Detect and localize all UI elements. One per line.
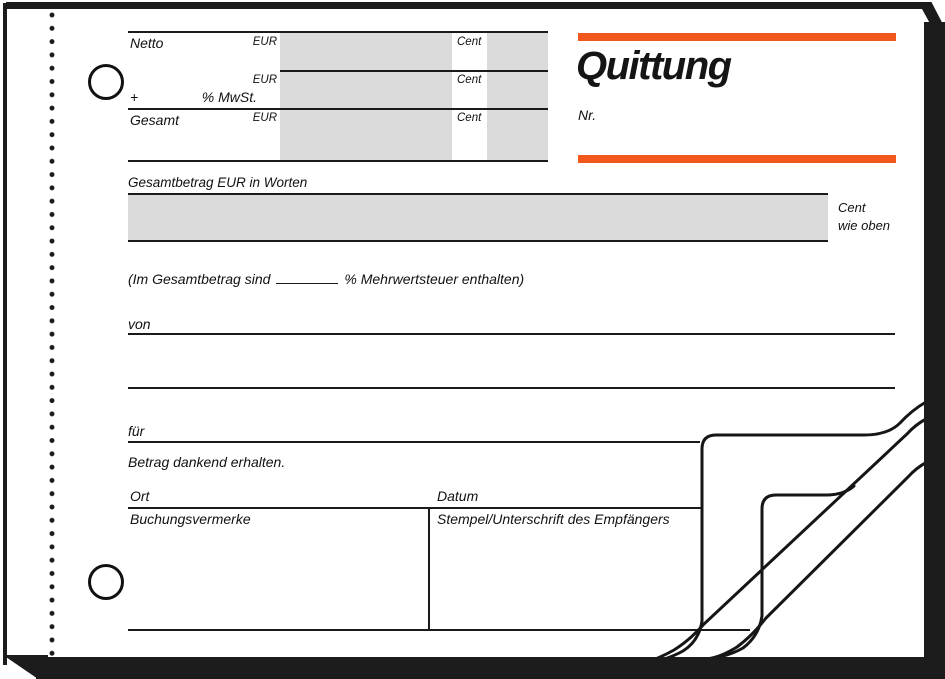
stamp-label: Stempel/Unterschrift des Empfängers — [437, 511, 670, 527]
amount-table-top-line — [128, 31, 548, 33]
fuer-field[interactable] — [160, 418, 700, 440]
vat-rate-blank-field[interactable] — [276, 270, 338, 284]
booking-box-divider — [428, 508, 430, 630]
frame-top-edge — [6, 2, 926, 9]
eur-label-row2: EUR — [252, 74, 277, 86]
eur-label-row3: EUR — [252, 112, 277, 124]
cent-note-line2: wie oben — [838, 218, 891, 233]
datum-label: Datum — [437, 488, 479, 504]
frame-right-edge — [924, 22, 945, 679]
eur-label-row1: EUR — [252, 36, 277, 48]
mwst-cent-field[interactable] — [487, 71, 548, 109]
von-field[interactable] — [160, 310, 890, 332]
cent-label-row2: Cent — [457, 74, 482, 86]
punch-hole-bottom — [88, 564, 124, 600]
von-line — [128, 333, 895, 335]
booking-label: Buchungsvermerke — [130, 511, 251, 527]
cent-label-row3: Cent — [457, 112, 482, 124]
page-curl-graphic — [620, 380, 945, 679]
fuer-label: für — [128, 423, 145, 439]
amount-words-label: Gesamtbetrag EUR in Worten — [128, 175, 308, 190]
header-accent-bar-top — [578, 33, 896, 41]
copy-sheet2-corner-sweep — [707, 616, 762, 659]
ort-label: Ort — [130, 488, 150, 504]
netto-eur-field[interactable] — [280, 32, 452, 71]
mwst-eur-field[interactable] — [280, 71, 452, 109]
von-label: von — [128, 316, 151, 332]
vat-note — [128, 270, 524, 287]
vat-note-suffix: % Mehrwertsteuer enthalten) — [344, 271, 525, 287]
amount-table-row1-line — [280, 70, 548, 72]
booking-area[interactable] — [130, 530, 425, 628]
amount-words-top-line — [128, 193, 828, 195]
gesamt-label: Gesamt — [130, 112, 180, 128]
copy-sheet2-corner — [762, 486, 854, 616]
amount-table-bottom-line — [128, 160, 548, 162]
page-title: Quittung — [576, 44, 731, 88]
amount-table-row2-line — [128, 108, 548, 110]
received-note: Betrag dankend erhalten. — [128, 454, 286, 470]
netto-cent-field[interactable] — [487, 32, 548, 71]
copy-sheet1-curl-edge — [707, 462, 927, 659]
copy-sheet1-corner — [702, 402, 926, 621]
nr-label: Nr. — [578, 107, 597, 123]
ort-datum-line — [128, 507, 702, 509]
gesamt-cent-field[interactable] — [487, 110, 548, 161]
header-accent-bar-bottom — [578, 155, 896, 163]
netto-label: Netto — [130, 35, 164, 51]
frame-bottom-left-bevel — [3, 655, 48, 679]
binding-perforation-dots — [47, 10, 57, 656]
ort-field[interactable] — [160, 487, 425, 507]
vat-note-prefix: (Im Gesamtbetrag sind — [128, 271, 271, 287]
frame-bottom-edge — [36, 657, 945, 679]
frame-left-edge — [3, 3, 7, 665]
mwst-label: % MwSt. — [201, 89, 257, 105]
punch-hole-top — [88, 64, 124, 100]
mwst-plus-sign: + — [130, 89, 139, 105]
amount-words-bottom-line — [128, 240, 828, 242]
amount-words-field[interactable] — [128, 194, 828, 240]
cent-label-row1: Cent — [457, 36, 482, 48]
cent-note-line1: Cent — [838, 200, 866, 215]
gesamt-eur-field[interactable] — [280, 110, 452, 161]
top-sheet-curl-edge — [644, 419, 926, 663]
fuer-line — [128, 441, 700, 443]
